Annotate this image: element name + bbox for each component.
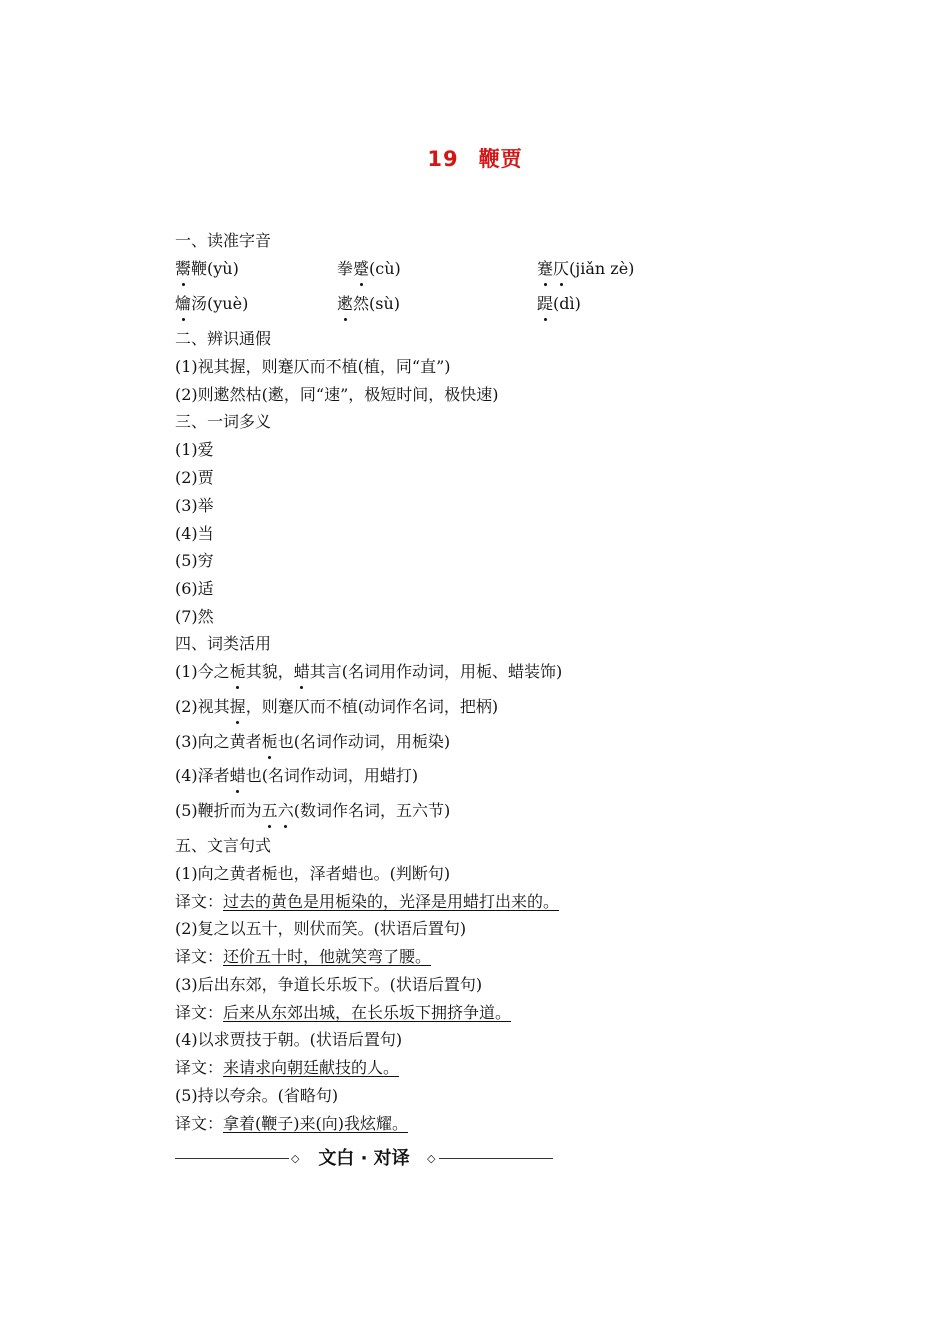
translation-line: 译文：过去的黄色是用栀染的，光泽是用蜡打出来的。: [175, 892, 560, 911]
polysemy-item: (1)爱: [175, 440, 214, 459]
section-heading-tongjia: 二、辨识通假: [175, 329, 272, 348]
sentence-item: (4)以求贾技于朝。(状语后置句): [175, 1030, 403, 1049]
section-heading-word-class: 四、词类活用: [175, 634, 272, 653]
lesson-title: 鞭贾: [478, 147, 523, 171]
word-class-item: (1)今之栀其貌，蜡其言(名词用作动词，用栀、蜡装饰): [175, 662, 563, 681]
polysemy-item: (4)当: [175, 524, 214, 543]
polysemy-item: (5)穷: [175, 551, 214, 570]
section-heading-sentence-patterns: 五、文言句式: [175, 836, 272, 855]
word-class-item: (4)泽者蜡也(名词作动词，用蜡打): [175, 766, 419, 785]
translation-answer: 后来从东郊出城，在长乐坂下拥挤争道。: [223, 1003, 512, 1022]
polysemy-item: (6)适: [175, 579, 214, 598]
section-heading-pronunciation: 一、读准字音: [175, 231, 272, 250]
pron-item: 拳蹙(cù): [337, 259, 401, 278]
word-class-item: (5)鞭折而为五六(数词作名词，五六节): [175, 801, 451, 820]
tongjia-item: (2)则遬然枯(遬，同“速”，极短时间，极快速): [175, 385, 499, 404]
translation-answer: 过去的黄色是用栀染的，光泽是用蜡打出来的。: [223, 892, 560, 911]
translation-answer: 还价五十时，他就笑弯了腰。: [223, 947, 432, 966]
translation-line: 译文：来请求向朝廷献技的人。: [175, 1058, 400, 1077]
pron-item: 爚汤(yuè): [175, 294, 249, 313]
word-class-item: (3)向之黄者栀也(名词作动词，用栀染): [175, 732, 451, 751]
divider-rule-left: [175, 1158, 289, 1159]
translation-line: 译文：拿着(鞭子)来(向)我炫耀。: [175, 1114, 408, 1133]
translation-line: 译文：还价五十时，他就笑弯了腰。: [175, 947, 432, 966]
polysemy-item: (7)然: [175, 607, 214, 626]
lesson-number: 19: [427, 147, 459, 171]
tongjia-item: (1)视其握，则蹇仄而不植(植，同“直”): [175, 357, 451, 376]
polysemy-item: (3)举: [175, 496, 214, 515]
translation-answer: 拿着(鞭子)来(向)我炫耀。: [223, 1114, 408, 1133]
polysemy-item: (2)贾: [175, 468, 214, 487]
pron-item: 踶(dì): [537, 294, 581, 313]
sentence-item: (2)复之以五十，则伏而笑。(状语后置句): [175, 919, 467, 938]
sentence-item: (1)向之黄者栀也，泽者蜡也。(判断句): [175, 864, 451, 883]
sentence-item: (3)后出东郊，争道长乐坂下。(状语后置句): [175, 975, 483, 994]
translation-answer: 来请求向朝廷献技的人。: [223, 1058, 400, 1077]
section-heading-polysemy: 三、一词多义: [175, 412, 272, 431]
diamond-icon: ◇: [291, 1152, 300, 1165]
diamond-icon: ◇: [427, 1152, 436, 1165]
divider-rule-right: [439, 1158, 553, 1159]
pron-item: 遬然(sù): [337, 294, 401, 313]
translation-line: 译文：后来从东郊出城，在长乐坂下拥挤争道。: [175, 1003, 512, 1022]
word-class-item: (2)视其握，则蹇仄而不植(动词作名词，把柄): [175, 697, 499, 716]
pron-item: 蹇仄(jiǎn zè): [537, 259, 635, 278]
page-title: [0, 143, 950, 173]
divider-label: 文白 · 对译: [318, 1148, 410, 1169]
sentence-item: (5)持以夸余。(省略句): [175, 1086, 339, 1105]
pron-item: 鬻鞭(yù): [175, 259, 239, 278]
section-divider: [175, 1148, 553, 1170]
